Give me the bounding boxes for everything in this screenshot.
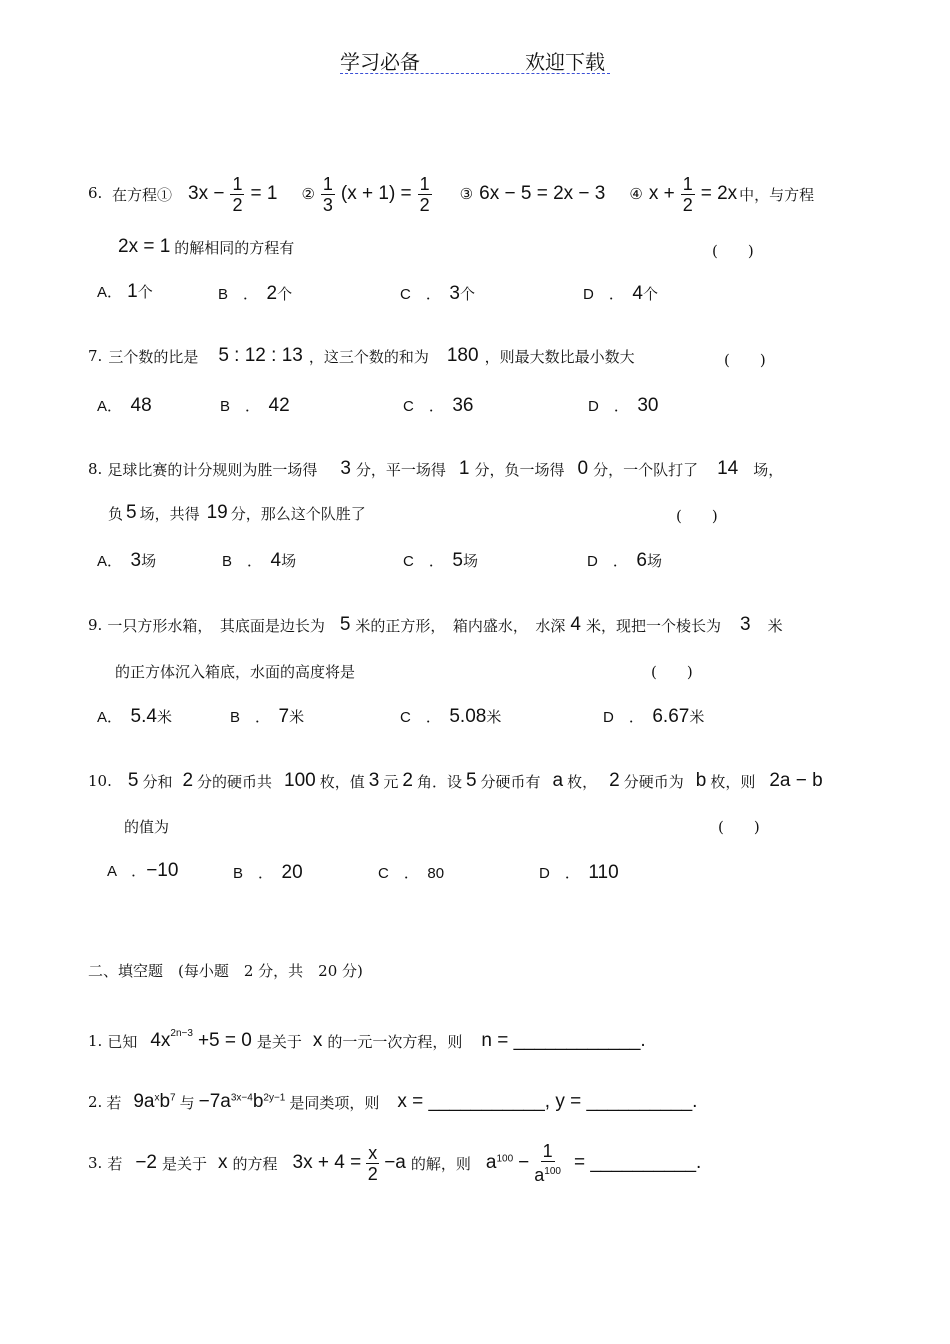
- q10-answer-paren: ( ): [718, 818, 760, 836]
- q10-number: 10.: [88, 772, 112, 790]
- q9-text4: 米: [767, 616, 783, 635]
- f3-rhs: −a: [384, 1152, 406, 1173]
- option-value: 1: [127, 281, 138, 302]
- q6-circle4: ④: [629, 185, 643, 203]
- header-underline: [340, 73, 610, 74]
- q8-text1: 足球比赛的计分规则为胜一场得: [107, 460, 318, 479]
- f3-reciprocal-den-exp: 100: [544, 1166, 561, 1177]
- f3-lhs: 3x + 4 =: [292, 1152, 362, 1173]
- f1-text2: 是关于: [256, 1032, 302, 1051]
- option-letter: B ．: [220, 398, 253, 415]
- option-value: 3: [449, 283, 460, 304]
- q10-text6: 分硬币有: [480, 772, 541, 791]
- f3-reciprocal-den: [534, 1162, 561, 1185]
- option-value: 6: [636, 550, 647, 571]
- q10-value7: a: [552, 770, 564, 791]
- option-value: 4: [632, 283, 643, 304]
- q7-option-a: [97, 393, 152, 417]
- f3-value1: −2: [135, 1152, 157, 1173]
- f2-text3: 是同类项，则: [289, 1093, 380, 1112]
- q10-text8: 分硬币为: [623, 772, 684, 791]
- q10-text3: 枚，值: [319, 772, 365, 791]
- q10-line2: 的值为: [124, 818, 170, 836]
- q9-answer-paren: ( ): [651, 663, 693, 681]
- f3-fraction-den: 2: [367, 1163, 378, 1184]
- q9-value2: 4: [570, 614, 581, 635]
- f3-text4: 的解，则: [410, 1154, 471, 1173]
- f1-var: x: [312, 1030, 323, 1051]
- q6-eq2-mid: (x + 1) =: [340, 183, 412, 204]
- q6-eq1-den: 2: [232, 194, 243, 215]
- f1-equation-tail: +5 = 0: [197, 1030, 252, 1051]
- option-value: 20: [281, 862, 303, 883]
- q6-eq2-rnum: 1: [419, 173, 430, 194]
- q6-line1: [112, 172, 814, 216]
- q8-value3: 0: [577, 458, 589, 479]
- option-letter: B ．: [230, 709, 263, 726]
- q6-number: 6.: [88, 184, 103, 202]
- q6-eq2-rden: 2: [419, 194, 430, 215]
- q7-text3: ，则最大数比最小数大: [484, 347, 635, 366]
- option-unit: 个: [137, 283, 153, 301]
- header-left: 学习必备: [340, 50, 420, 74]
- option-letter: C ．: [400, 286, 434, 303]
- q8-answer-paren: ( ): [676, 507, 718, 525]
- q7-sum: 180: [446, 345, 479, 366]
- q8-value6: 19: [206, 502, 228, 523]
- q9-value3: 3: [740, 614, 751, 635]
- q10-value8: 2: [609, 770, 620, 791]
- option-value: 36: [452, 395, 474, 416]
- q8-value4: 14: [717, 458, 739, 479]
- q6-eq1-rhs: = 1: [250, 183, 278, 204]
- q9-option-d: [603, 704, 704, 728]
- f1-exponent: 2n−3: [170, 1027, 193, 1039]
- q9-option-a: [97, 704, 172, 728]
- option-letter: B ．: [222, 553, 255, 570]
- f2-text1: 若: [106, 1093, 122, 1112]
- option-value: 48: [130, 395, 152, 416]
- option-unit: 米: [689, 708, 705, 726]
- option-unit: 个: [642, 285, 658, 303]
- q8-value1: 3: [340, 458, 351, 479]
- q8-line2: [108, 502, 366, 524]
- q8-option-d: [587, 548, 662, 572]
- option-value: 30: [637, 395, 659, 416]
- f2-e2: 7: [170, 1092, 176, 1104]
- q8-number: 8.: [88, 460, 103, 478]
- q8-text5: 场，: [753, 460, 784, 479]
- f1-term: [150, 1027, 193, 1052]
- q8-line2-a: 负: [108, 504, 124, 523]
- f1-text1: 已知: [107, 1032, 138, 1051]
- f1-line: [88, 1027, 646, 1052]
- option-letter: A．: [97, 398, 115, 415]
- f2-b1: b: [159, 1091, 171, 1112]
- f2-term2: [199, 1091, 286, 1113]
- option-value: 4: [270, 550, 282, 571]
- option-unit: 场: [141, 552, 157, 570]
- q6-eq2-num: 1: [322, 173, 333, 194]
- option-unit: 场: [281, 552, 297, 570]
- option-letter: B ．: [233, 865, 266, 882]
- option-letter: D ．: [603, 709, 637, 726]
- q10-text1: 分和: [142, 772, 173, 791]
- f2-e3: 3x−4: [230, 1092, 253, 1104]
- f3-text2: 是关于: [162, 1154, 208, 1173]
- q6-circle2: ②: [301, 185, 315, 203]
- f3-text3: 的方程: [232, 1154, 278, 1173]
- q10-option-a: [107, 860, 178, 882]
- q9-number: 9.: [88, 616, 103, 634]
- q6-option-b: [218, 281, 292, 305]
- q10-text4: 元: [383, 772, 399, 791]
- q10-text7: 枚，: [567, 772, 598, 791]
- q10-value3: 100: [284, 770, 316, 791]
- f2-number: 2.: [88, 1093, 103, 1111]
- q6-eq1-lhs: 3x −: [188, 183, 225, 204]
- option-value: 42: [268, 395, 290, 416]
- option-unit: 米: [486, 708, 502, 726]
- q6-line2: [118, 236, 294, 258]
- option-letter: A．: [97, 709, 115, 726]
- option-value: 2: [266, 283, 278, 304]
- f2-answer-blanks[interactable]: x = ___________, y = __________.: [397, 1091, 698, 1112]
- q7-option-d: [588, 393, 659, 417]
- q7-text2: ，这三个数的和为: [308, 347, 429, 366]
- q6-eq2-den: 3: [322, 194, 333, 215]
- q6-line2-text: 的解相同的方程有: [174, 238, 295, 257]
- f2-a2: −7a: [198, 1091, 231, 1112]
- option-value: 110: [588, 862, 619, 883]
- q6-eq4-num: 1: [682, 173, 693, 194]
- option-value: 80: [427, 865, 445, 882]
- q9-text2: 米的正方形， 箱内盛水， 水深: [355, 616, 566, 635]
- q7-option-b: [220, 393, 290, 417]
- f3-fraction-num: x: [368, 1142, 378, 1163]
- header-right: 欢迎下载: [525, 50, 605, 74]
- q7-option-c: [403, 393, 474, 417]
- option-unit: 米: [289, 708, 305, 726]
- q7-text1: 三个数的比是: [108, 347, 199, 366]
- option-unit: 个: [277, 285, 293, 303]
- q10-text2: 分的硬币共: [197, 772, 273, 791]
- q6-eq4-fraction: [681, 174, 695, 215]
- q6-eq4-lhs: x +: [648, 183, 675, 204]
- option-letter: A．: [97, 284, 123, 301]
- q6-eq4-den: 2: [682, 194, 693, 215]
- q6-option-d: [583, 281, 658, 305]
- q8-line2-c: 分，那么这个队胜了: [230, 504, 366, 523]
- q10-value1: 5: [127, 770, 139, 791]
- q7-number: 7.: [88, 347, 103, 365]
- q8-text4: 分，一个队打了: [593, 460, 699, 479]
- q7-line1: [88, 345, 635, 367]
- option-unit: 米: [156, 708, 172, 726]
- q8-text3: 分，负一场得: [474, 460, 565, 479]
- q6-circle3: ③: [459, 185, 474, 203]
- option-letter: A．: [97, 553, 115, 570]
- q10-option-b: [233, 860, 303, 884]
- f3-reciprocal: [534, 1141, 561, 1185]
- q6-eq1-fraction: [230, 174, 244, 215]
- q10-value5: 2: [402, 770, 413, 791]
- f3-a-exponent: 100: [496, 1153, 514, 1165]
- f3-reciprocal-den-base: a: [534, 1165, 545, 1185]
- f3-reciprocal-num: 1: [542, 1141, 553, 1161]
- option-letter: D ．: [588, 398, 622, 415]
- q6-eq4-rhs: = 2x: [700, 183, 738, 204]
- option-value: 6.67: [652, 706, 690, 727]
- option-value: 5: [452, 550, 463, 571]
- q8-option-c: [403, 548, 478, 572]
- option-letter: D ．: [583, 286, 617, 303]
- q9-value1: 5: [339, 614, 351, 635]
- q9-option-c: [400, 704, 501, 728]
- q6-eq2-rfraction: [418, 174, 432, 215]
- q7-answer-paren: ( ): [724, 351, 766, 369]
- option-letter: D ．: [587, 553, 621, 570]
- f1-text3: 的一元一次方程，则: [327, 1032, 463, 1051]
- q6-line2-eq: 2x = 1: [118, 236, 171, 257]
- option-letter: C ．: [403, 553, 437, 570]
- q10-option-d: [539, 860, 619, 884]
- q10-line1: [88, 770, 823, 792]
- q10-value2: 2: [182, 770, 194, 791]
- option-unit: 场: [646, 552, 662, 570]
- option-value: 3: [130, 550, 142, 571]
- f3-var: x: [218, 1152, 228, 1173]
- option-letter: B ．: [218, 286, 251, 303]
- q10-value4: 3: [368, 770, 380, 791]
- option-unit: 场: [462, 552, 478, 570]
- q10-value9: b: [695, 770, 707, 791]
- f2-e1: x: [154, 1092, 160, 1104]
- q6-tail: 中，与方程: [739, 185, 815, 204]
- q8-text2: 分，平一场得: [355, 460, 446, 479]
- q10-expression: 2a − b: [769, 770, 823, 791]
- option-letter: A ．: [107, 863, 147, 880]
- option-letter: C ．: [400, 709, 434, 726]
- q6-option-a: [97, 281, 153, 303]
- f3-fraction: [366, 1143, 379, 1184]
- q9-line2: 的正方体沉入箱底，水面的高度将是: [115, 663, 356, 681]
- f3-line: [88, 1138, 701, 1188]
- f3-text1: 若: [107, 1154, 123, 1173]
- q6-option-c: [400, 281, 475, 305]
- f3-answer-blank[interactable]: = __________.: [573, 1152, 702, 1173]
- option-value: 5.4: [130, 706, 157, 727]
- q9-line1: [88, 614, 783, 636]
- q8-value2: 1: [458, 458, 470, 479]
- q10-text5: 角．设: [416, 772, 462, 791]
- q8-option-b: [222, 548, 296, 572]
- option-value: −10: [146, 860, 179, 881]
- q9-text3: 米，现把一个棱长为: [586, 616, 722, 635]
- q6-eq1-num: 1: [232, 173, 243, 194]
- f1-base: 4x: [150, 1030, 171, 1051]
- q6-answer-paren: ( ): [712, 242, 754, 260]
- q6-eq2-fraction: [321, 174, 335, 215]
- f3-a: a: [485, 1152, 497, 1173]
- f3-minus: −: [518, 1152, 530, 1173]
- q8-option-a: [97, 548, 156, 572]
- f2-a1: 9a: [133, 1091, 155, 1112]
- q8-line1: [88, 458, 783, 480]
- f2-b2: b: [252, 1091, 264, 1112]
- q6-eq3: 6x − 5 = 2x − 3: [479, 183, 606, 204]
- option-value: 5.08: [449, 706, 487, 727]
- q6-intro: 在方程①: [112, 185, 173, 204]
- section2-title: 二、填空题 (每小题 2 分，共 20 分): [88, 962, 363, 980]
- f3-number: 3.: [88, 1154, 103, 1172]
- f2-text2: 与: [179, 1093, 195, 1112]
- f1-number: 1.: [88, 1032, 103, 1050]
- f1-answer-blank[interactable]: n = ____________.: [481, 1030, 646, 1051]
- option-letter: D ．: [539, 865, 573, 882]
- q10-text9: 枚，则: [710, 772, 756, 791]
- q10-option-c: [378, 860, 444, 883]
- q9-option-b: [230, 704, 304, 728]
- option-unit: 个: [459, 285, 475, 303]
- f3-power: [486, 1152, 513, 1174]
- f2-e4: 2y−1: [263, 1092, 286, 1104]
- option-letter: C ．: [378, 865, 412, 882]
- f2-term1: [133, 1091, 175, 1113]
- q9-text1: 一只方形水箱， 其底面是边长为: [107, 616, 325, 635]
- option-letter: C ．: [403, 398, 437, 415]
- q8-line2-b: 场，共得: [139, 504, 200, 523]
- q10-value6: 5: [465, 770, 477, 791]
- q8-value5: 5: [126, 502, 137, 523]
- q7-ratio: 5 : 12 : 13: [218, 345, 303, 366]
- option-value: 7: [278, 706, 290, 727]
- f2-line: [88, 1091, 697, 1113]
